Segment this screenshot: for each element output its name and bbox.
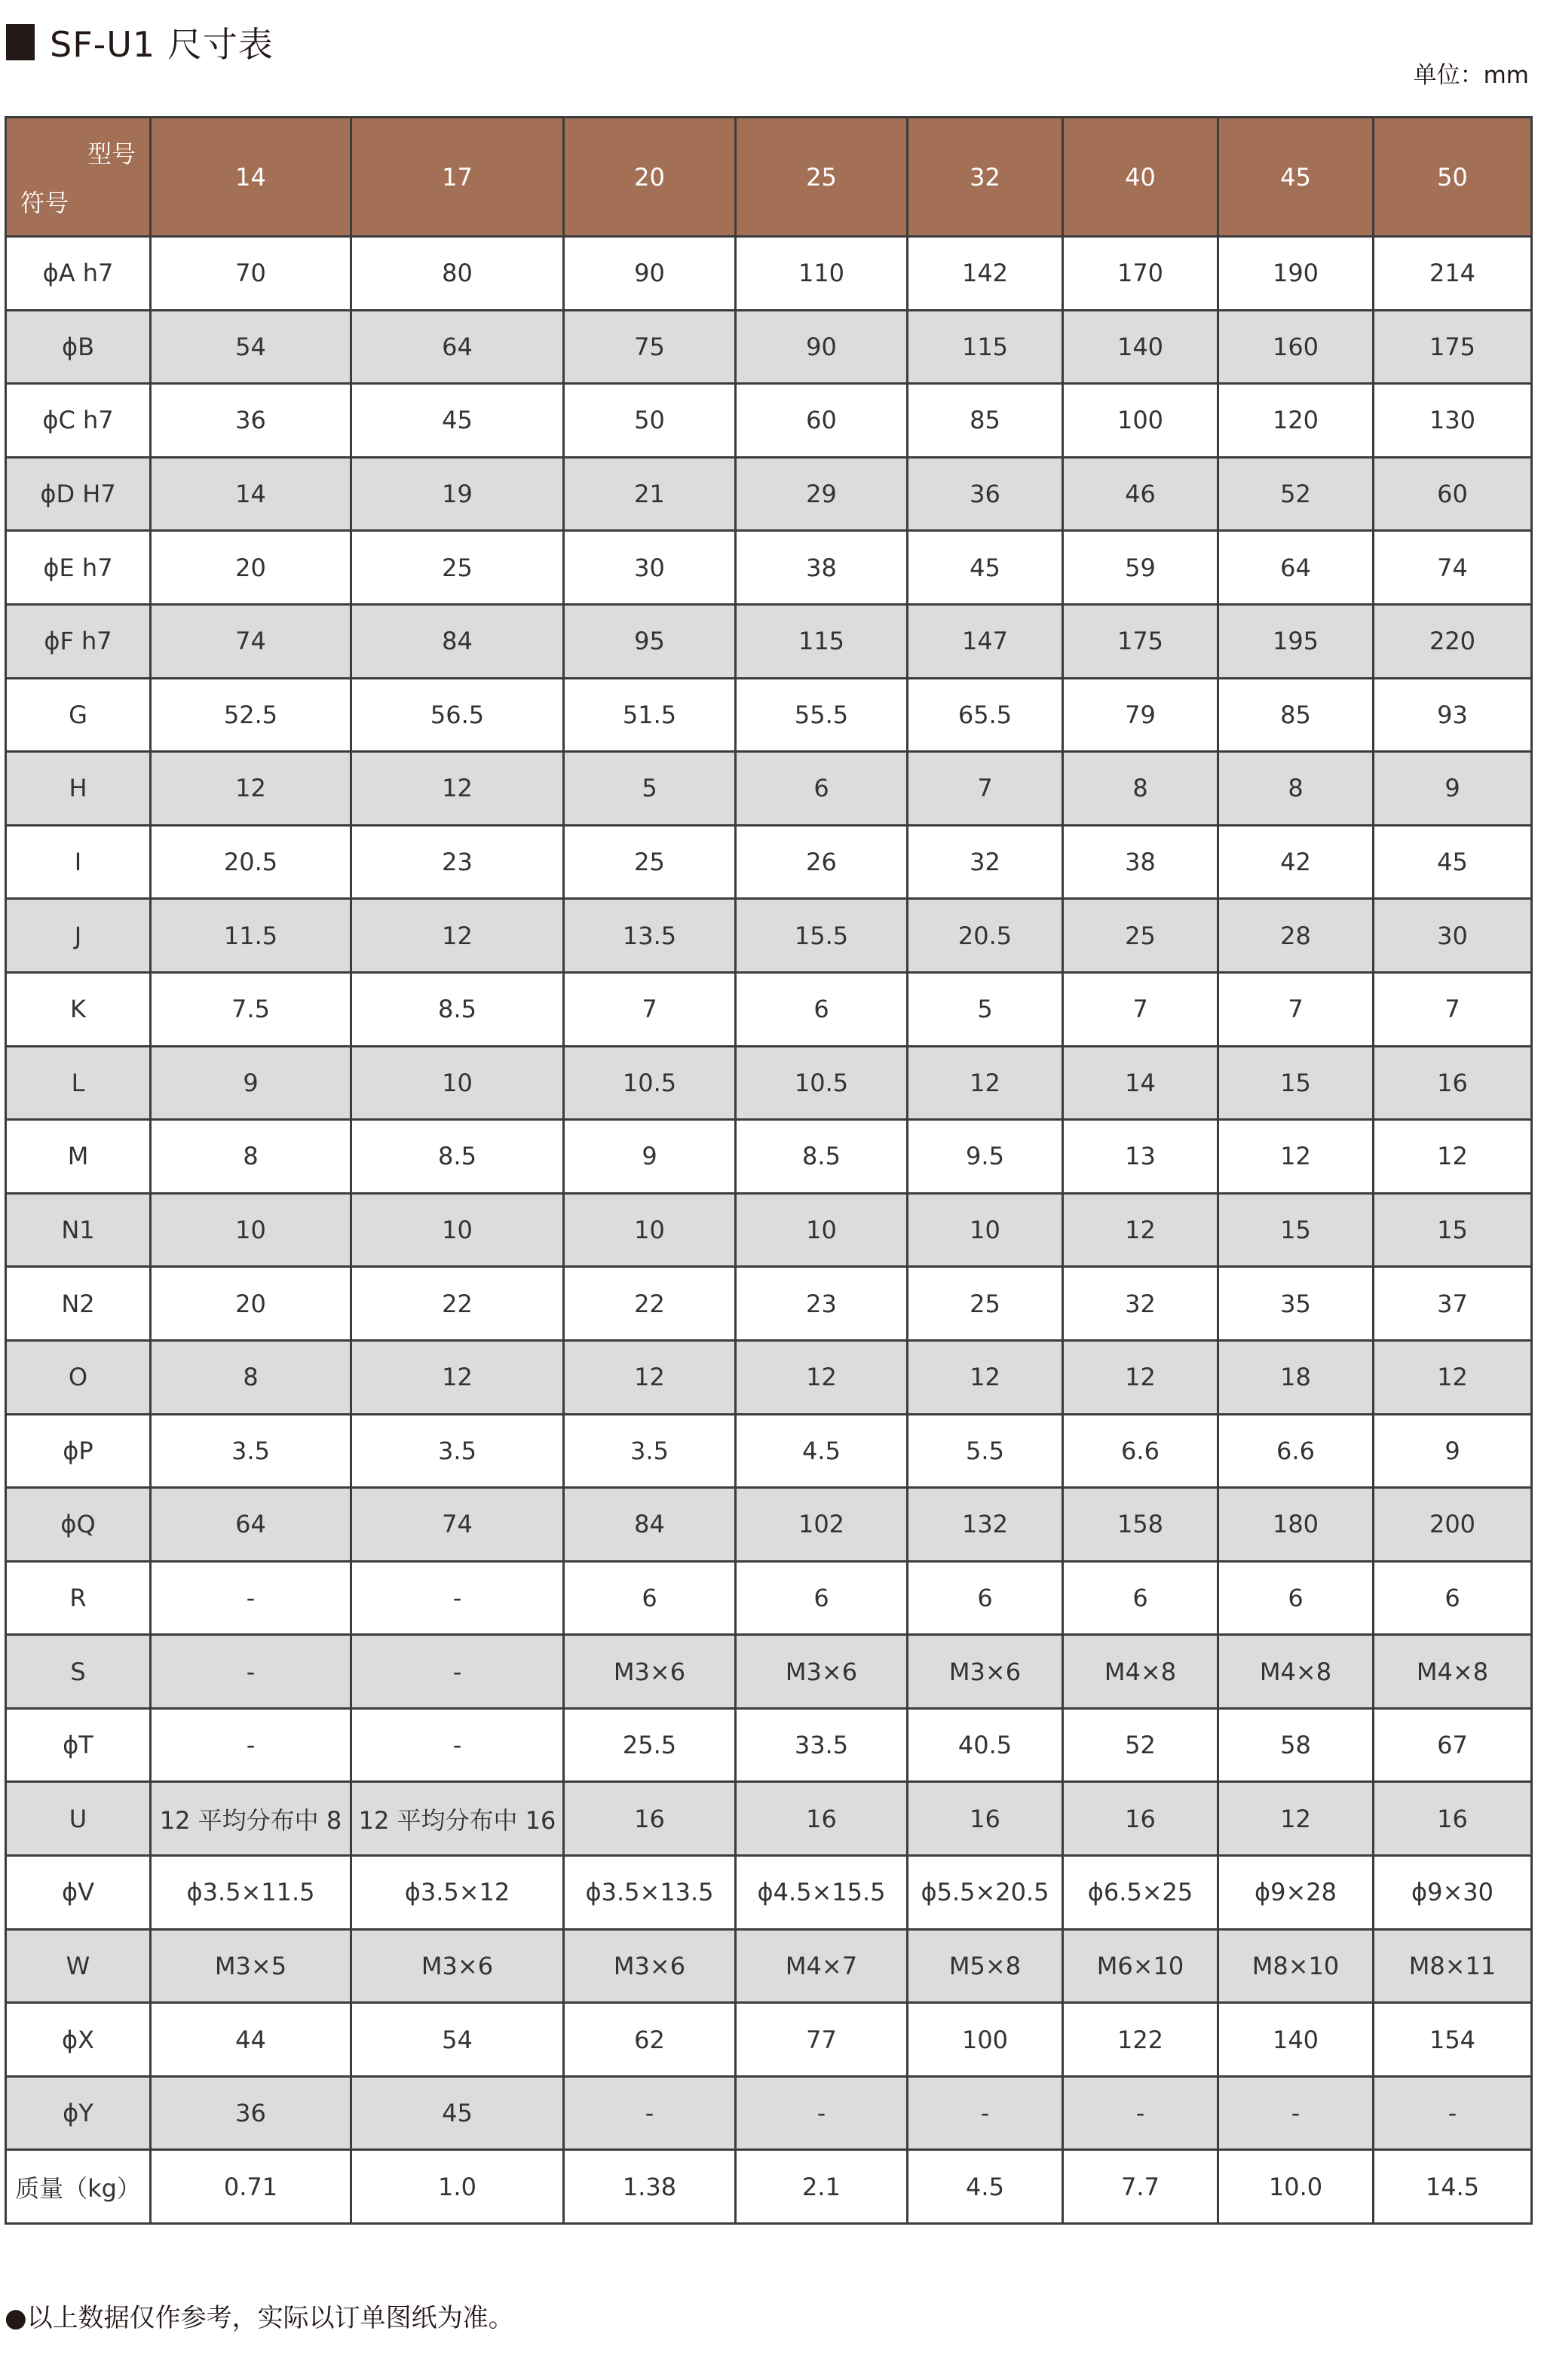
table-cell: 30: [1374, 899, 1532, 973]
table-cell: 58: [1218, 1708, 1374, 1782]
table-cell: 140: [1063, 310, 1218, 384]
table-cell: 13.5: [564, 899, 736, 973]
row-symbol-cell: U: [6, 1782, 151, 1856]
row-symbol-cell: L: [6, 1046, 151, 1120]
corner-header-cell: [6, 118, 151, 237]
table-row: [6, 825, 1532, 899]
table-row: [6, 1340, 1532, 1414]
table-cell: 6: [908, 1561, 1063, 1635]
table-cell: -: [564, 2076, 736, 2150]
footer-note: ●以上数据仅作参考，实际以订单图纸为准。: [5, 2303, 514, 2333]
table-row: [6, 899, 1532, 973]
unit-label: 单位：mm: [1413, 62, 1529, 89]
table-cell: 93: [1374, 678, 1532, 752]
row-symbol-cell: G: [6, 678, 151, 752]
table-cell: 52.5: [151, 678, 351, 752]
table-cell: 6: [736, 752, 908, 826]
table-cell: 16: [564, 1782, 736, 1856]
table-cell: 60: [1374, 457, 1532, 531]
table-cell: M3×6: [351, 1929, 564, 2003]
table-cell: 64: [1218, 531, 1374, 605]
table-cell: 10: [564, 1193, 736, 1267]
table-cell: 12: [351, 899, 564, 973]
table-row: [6, 1267, 1532, 1341]
table-cell: 214: [1374, 237, 1532, 311]
table-cell: 20.5: [151, 825, 351, 899]
table-cell: 180: [1218, 1488, 1374, 1562]
table-row: [6, 1929, 1532, 2003]
table-cell: 36: [908, 457, 1063, 531]
table-cell: 28: [1218, 899, 1374, 973]
title-bar: [6, 21, 274, 63]
table-cell: 12 平均分布中 8: [151, 1782, 351, 1856]
row-symbol-cell: ϕQ: [6, 1488, 151, 1562]
page-title: SF-U1 尺寸表: [50, 24, 274, 65]
row-symbol-cell: J: [6, 899, 151, 973]
row-symbol-cell: N2: [6, 1267, 151, 1341]
table-cell: M3×6: [908, 1635, 1063, 1709]
table-cell: 19: [351, 457, 564, 531]
table-cell: 102: [736, 1488, 908, 1562]
table-cell: 26: [736, 825, 908, 899]
row-symbol-cell: H: [6, 752, 151, 826]
model-column-header: 40: [1063, 118, 1218, 237]
row-symbol-cell: K: [6, 972, 151, 1046]
table-cell: 122: [1063, 2003, 1218, 2077]
model-column-header: 25: [736, 118, 908, 237]
table-cell: 7.7: [1063, 2150, 1218, 2224]
table-cell: 142: [908, 237, 1063, 311]
table-cell: 29: [736, 457, 908, 531]
table-cell: 8: [1063, 752, 1218, 826]
table-cell: 8.5: [351, 972, 564, 1046]
table-cell: 42: [1218, 825, 1374, 899]
table-cell: 12: [351, 752, 564, 826]
table-cell: 20: [151, 531, 351, 605]
table-row: [6, 2003, 1532, 2077]
table-cell: -: [1374, 2076, 1532, 2150]
table-cell: 25.5: [564, 1708, 736, 1782]
table-cell: 0.71: [151, 2150, 351, 2224]
table-cell: 9: [1374, 752, 1532, 826]
table-cell: 6.6: [1218, 1414, 1374, 1488]
table-cell: 9.5: [908, 1120, 1063, 1194]
table-cell: 33.5: [736, 1708, 908, 1782]
table-row: [6, 1046, 1532, 1120]
table-row: [6, 1561, 1532, 1635]
table-cell: 170: [1063, 237, 1218, 311]
table-cell: 56.5: [351, 678, 564, 752]
row-symbol-cell: R: [6, 1561, 151, 1635]
table-row: [6, 2076, 1532, 2150]
table-cell: M4×8: [1374, 1635, 1532, 1709]
table-cell: 6: [1063, 1561, 1218, 1635]
table-cell: 12: [1374, 1120, 1532, 1194]
table-row: [6, 1488, 1532, 1562]
dimension-table: [5, 116, 1533, 2225]
table-cell: 45: [351, 384, 564, 458]
table-cell: 12: [736, 1340, 908, 1414]
table-cell: 90: [564, 237, 736, 311]
table-row: [6, 457, 1532, 531]
table-cell: 12: [1218, 1782, 1374, 1856]
table-body: [6, 237, 1532, 2224]
model-column-header: 50: [1374, 118, 1532, 237]
table-cell: ϕ3.5×13.5: [564, 1856, 736, 1930]
table-cell: 6.6: [1063, 1414, 1218, 1488]
table-cell: 6: [736, 1561, 908, 1635]
table-cell: 6: [1374, 1561, 1532, 1635]
table-row: [6, 2150, 1532, 2224]
table-cell: 190: [1218, 237, 1374, 311]
table-cell: 90: [736, 310, 908, 384]
model-column-header: 45: [1218, 118, 1374, 237]
table-cell: 6: [564, 1561, 736, 1635]
table-cell: 50: [564, 384, 736, 458]
table-cell: 20.5: [908, 899, 1063, 973]
table-cell: 12: [151, 752, 351, 826]
table-row: [6, 678, 1532, 752]
table-cell: M3×5: [151, 1929, 351, 2003]
table-cell: -: [151, 1635, 351, 1709]
table-row: [6, 384, 1532, 458]
table-cell: 195: [1218, 604, 1374, 678]
row-symbol-cell: ϕD H7: [6, 457, 151, 531]
table-row: [6, 1120, 1532, 1194]
table-cell: 95: [564, 604, 736, 678]
table-cell: 12: [1063, 1340, 1218, 1414]
table-row: [6, 752, 1532, 826]
table-cell: 60: [736, 384, 908, 458]
table-cell: 10: [908, 1193, 1063, 1267]
table-cell: ϕ4.5×15.5: [736, 1856, 908, 1930]
table-row: [6, 972, 1532, 1046]
row-symbol-cell: ϕX: [6, 2003, 151, 2077]
table-cell: 6: [1218, 1561, 1374, 1635]
table-cell: ϕ9×30: [1374, 1856, 1532, 1930]
table-cell: 10.0: [1218, 2150, 1374, 2224]
table-cell: 74: [1374, 531, 1532, 605]
table-cell: 9: [151, 1046, 351, 1120]
table-cell: 10.5: [736, 1046, 908, 1120]
table-cell: 54: [351, 2003, 564, 2077]
table-cell: 37: [1374, 1267, 1532, 1341]
table-cell: 84: [564, 1488, 736, 1562]
table-cell: 55.5: [736, 678, 908, 752]
table-cell: 12: [908, 1340, 1063, 1414]
table-cell: ϕ9×28: [1218, 1856, 1374, 1930]
table-row: [6, 531, 1532, 605]
table-cell: -: [151, 1561, 351, 1635]
table-cell: 59: [1063, 531, 1218, 605]
row-symbol-cell: S: [6, 1635, 151, 1709]
table-cell: 23: [351, 825, 564, 899]
table-cell: 25: [351, 531, 564, 605]
table-cell: 38: [1063, 825, 1218, 899]
table-cell: -: [351, 1635, 564, 1709]
table-cell: ϕ3.5×12: [351, 1856, 564, 1930]
table-cell: 7: [908, 752, 1063, 826]
row-symbol-cell: N1: [6, 1193, 151, 1267]
table-cell: 10: [151, 1193, 351, 1267]
model-column-header: 17: [351, 118, 564, 237]
title-square-icon: [6, 24, 35, 60]
table-cell: 20: [151, 1267, 351, 1341]
table-cell: 64: [151, 1488, 351, 1562]
table-cell: M3×6: [736, 1635, 908, 1709]
row-symbol-cell: ϕV: [6, 1856, 151, 1930]
table-cell: 10: [351, 1193, 564, 1267]
table-cell: 80: [351, 237, 564, 311]
table-cell: 10: [736, 1193, 908, 1267]
row-symbol-cell: ϕB: [6, 310, 151, 384]
table-cell: 30: [564, 531, 736, 605]
table-cell: 3.5: [151, 1414, 351, 1488]
row-symbol-cell: W: [6, 1929, 151, 2003]
table-cell: 67: [1374, 1708, 1532, 1782]
table-cell: 15: [1218, 1046, 1374, 1120]
model-column-header: 32: [908, 118, 1063, 237]
table-cell: 9: [564, 1120, 736, 1194]
row-symbol-cell: O: [6, 1340, 151, 1414]
table-cell: 62: [564, 2003, 736, 2077]
table-cell: ϕ6.5×25: [1063, 1856, 1218, 1930]
table-cell: 15: [1218, 1193, 1374, 1267]
row-symbol-cell: M: [6, 1120, 151, 1194]
table-cell: 35: [1218, 1267, 1374, 1341]
table-cell: 8.5: [351, 1120, 564, 1194]
table-cell: -: [351, 1561, 564, 1635]
table-cell: M8×10: [1218, 1929, 1374, 2003]
table-cell: -: [1218, 2076, 1374, 2150]
table-cell: 12 平均分布中 16: [351, 1782, 564, 1856]
table-cell: 1.0: [351, 2150, 564, 2224]
table-cell: 74: [151, 604, 351, 678]
table-cell: 115: [908, 310, 1063, 384]
table-cell: 7: [564, 972, 736, 1046]
table-cell: 36: [151, 384, 351, 458]
table-cell: 1.38: [564, 2150, 736, 2224]
row-symbol-cell: 质量（kg）: [6, 2150, 151, 2224]
table-cell: ϕ3.5×11.5: [151, 1856, 351, 1930]
table-cell: 79: [1063, 678, 1218, 752]
table-cell: 15.5: [736, 899, 908, 973]
row-symbol-cell: I: [6, 825, 151, 899]
table-cell: 5: [564, 752, 736, 826]
table-cell: 175: [1374, 310, 1532, 384]
table-cell: 44: [151, 2003, 351, 2077]
table-cell: M6×10: [1063, 1929, 1218, 2003]
row-symbol-cell: ϕF h7: [6, 604, 151, 678]
table-cell: 8: [151, 1340, 351, 1414]
table-cell: 16: [1374, 1046, 1532, 1120]
table-cell: 3.5: [351, 1414, 564, 1488]
table-header-row: [6, 118, 1532, 237]
table-row: [6, 237, 1532, 311]
table-cell: 100: [1063, 384, 1218, 458]
table-cell: 11.5: [151, 899, 351, 973]
table-cell: M4×8: [1218, 1635, 1374, 1709]
table-cell: 200: [1374, 1488, 1532, 1562]
table-cell: M3×6: [564, 1929, 736, 2003]
table-cell: 10: [351, 1046, 564, 1120]
table-cell: -: [151, 1708, 351, 1782]
table-cell: 25: [564, 825, 736, 899]
table-cell: 154: [1374, 2003, 1532, 2077]
table-cell: 45: [908, 531, 1063, 605]
table-cell: 36: [151, 2076, 351, 2150]
table-cell: 16: [736, 1782, 908, 1856]
table-cell: 25: [908, 1267, 1063, 1341]
table-cell: 5.5: [908, 1414, 1063, 1488]
table-cell: 6: [736, 972, 908, 1046]
table-cell: ϕ5.5×20.5: [908, 1856, 1063, 1930]
table-cell: -: [908, 2076, 1063, 2150]
table-cell: M3×6: [564, 1635, 736, 1709]
table-cell: 14: [1063, 1046, 1218, 1120]
table-cell: 12: [351, 1340, 564, 1414]
table-cell: M4×7: [736, 1929, 908, 2003]
table-cell: 147: [908, 604, 1063, 678]
table-row: [6, 310, 1532, 384]
table-cell: 110: [736, 237, 908, 311]
table-cell: 54: [151, 310, 351, 384]
table-cell: 9: [1374, 1414, 1532, 1488]
table-cell: M8×11: [1374, 1929, 1532, 2003]
model-header-label: 型号: [87, 140, 136, 168]
table-cell: 13: [1063, 1120, 1218, 1194]
table-cell: 5: [908, 972, 1063, 1046]
row-symbol-cell: ϕP: [6, 1414, 151, 1488]
table-cell: 84: [351, 604, 564, 678]
table-cell: 22: [351, 1267, 564, 1341]
table-cell: 23: [736, 1267, 908, 1341]
table-cell: 7: [1374, 972, 1532, 1046]
table-cell: 8: [1218, 752, 1374, 826]
table-cell: 175: [1063, 604, 1218, 678]
table-cell: 14.5: [1374, 2150, 1532, 2224]
table-cell: 32: [908, 825, 1063, 899]
table-cell: 70: [151, 237, 351, 311]
table-cell: 15: [1374, 1193, 1532, 1267]
symbol-header-label: 符号: [20, 189, 69, 217]
table-cell: 85: [908, 384, 1063, 458]
table-cell: 7.5: [151, 972, 351, 1046]
table-cell: 8: [151, 1120, 351, 1194]
row-symbol-cell: ϕA h7: [6, 237, 151, 311]
model-column-header: 14: [151, 118, 351, 237]
table-cell: 220: [1374, 604, 1532, 678]
table-cell: 64: [351, 310, 564, 384]
table-cell: -: [736, 2076, 908, 2150]
table-cell: 12: [564, 1340, 736, 1414]
table-cell: 4.5: [908, 2150, 1063, 2224]
table-cell: 7: [1063, 972, 1218, 1046]
row-symbol-cell: ϕC h7: [6, 384, 151, 458]
row-symbol-cell: ϕT: [6, 1708, 151, 1782]
table-cell: 100: [908, 2003, 1063, 2077]
table-cell: 10.5: [564, 1046, 736, 1120]
table-cell: 45: [1374, 825, 1532, 899]
table-cell: -: [1063, 2076, 1218, 2150]
table-cell: 2.1: [736, 2150, 908, 2224]
table-cell: 52: [1063, 1708, 1218, 1782]
table-cell: 12: [908, 1046, 1063, 1120]
table-cell: 12: [1063, 1193, 1218, 1267]
row-symbol-cell: ϕY: [6, 2076, 151, 2150]
table-cell: M4×8: [1063, 1635, 1218, 1709]
table-cell: 7: [1218, 972, 1374, 1046]
table-row: [6, 1708, 1532, 1782]
table-cell: 18: [1218, 1340, 1374, 1414]
table-cell: 16: [908, 1782, 1063, 1856]
table-cell: 160: [1218, 310, 1374, 384]
table-cell: 120: [1218, 384, 1374, 458]
table-cell: 132: [908, 1488, 1063, 1562]
table-cell: 115: [736, 604, 908, 678]
table-cell: 12: [1218, 1120, 1374, 1194]
table-cell: 16: [1374, 1782, 1532, 1856]
table-cell: 32: [1063, 1267, 1218, 1341]
table-cell: 25: [1063, 899, 1218, 973]
table-row: [6, 1193, 1532, 1267]
table-row: [6, 1414, 1532, 1488]
table-cell: 16: [1063, 1782, 1218, 1856]
table-cell: 21: [564, 457, 736, 531]
table-cell: 65.5: [908, 678, 1063, 752]
table-cell: 4.5: [736, 1414, 908, 1488]
table-cell: 51.5: [564, 678, 736, 752]
table-row: [6, 1782, 1532, 1856]
table-cell: 14: [151, 457, 351, 531]
table-cell: 52: [1218, 457, 1374, 531]
table-cell: 12: [1374, 1340, 1532, 1414]
table-cell: -: [351, 1708, 564, 1782]
table-cell: 158: [1063, 1488, 1218, 1562]
table-cell: 130: [1374, 384, 1532, 458]
table-cell: 22: [564, 1267, 736, 1341]
table-row: [6, 1856, 1532, 1930]
table-cell: 3.5: [564, 1414, 736, 1488]
table-cell: 8.5: [736, 1120, 908, 1194]
table-cell: 77: [736, 2003, 908, 2077]
table-cell: 40.5: [908, 1708, 1063, 1782]
table-cell: 38: [736, 531, 908, 605]
table-cell: M5×8: [908, 1929, 1063, 2003]
table-row: [6, 1635, 1532, 1709]
table-cell: 46: [1063, 457, 1218, 531]
table-cell: 45: [351, 2076, 564, 2150]
table-cell: 140: [1218, 2003, 1374, 2077]
table-row: [6, 604, 1532, 678]
table-cell: 74: [351, 1488, 564, 1562]
table-cell: 75: [564, 310, 736, 384]
row-symbol-cell: ϕE h7: [6, 531, 151, 605]
model-column-header: 20: [564, 118, 736, 237]
table-cell: 85: [1218, 678, 1374, 752]
